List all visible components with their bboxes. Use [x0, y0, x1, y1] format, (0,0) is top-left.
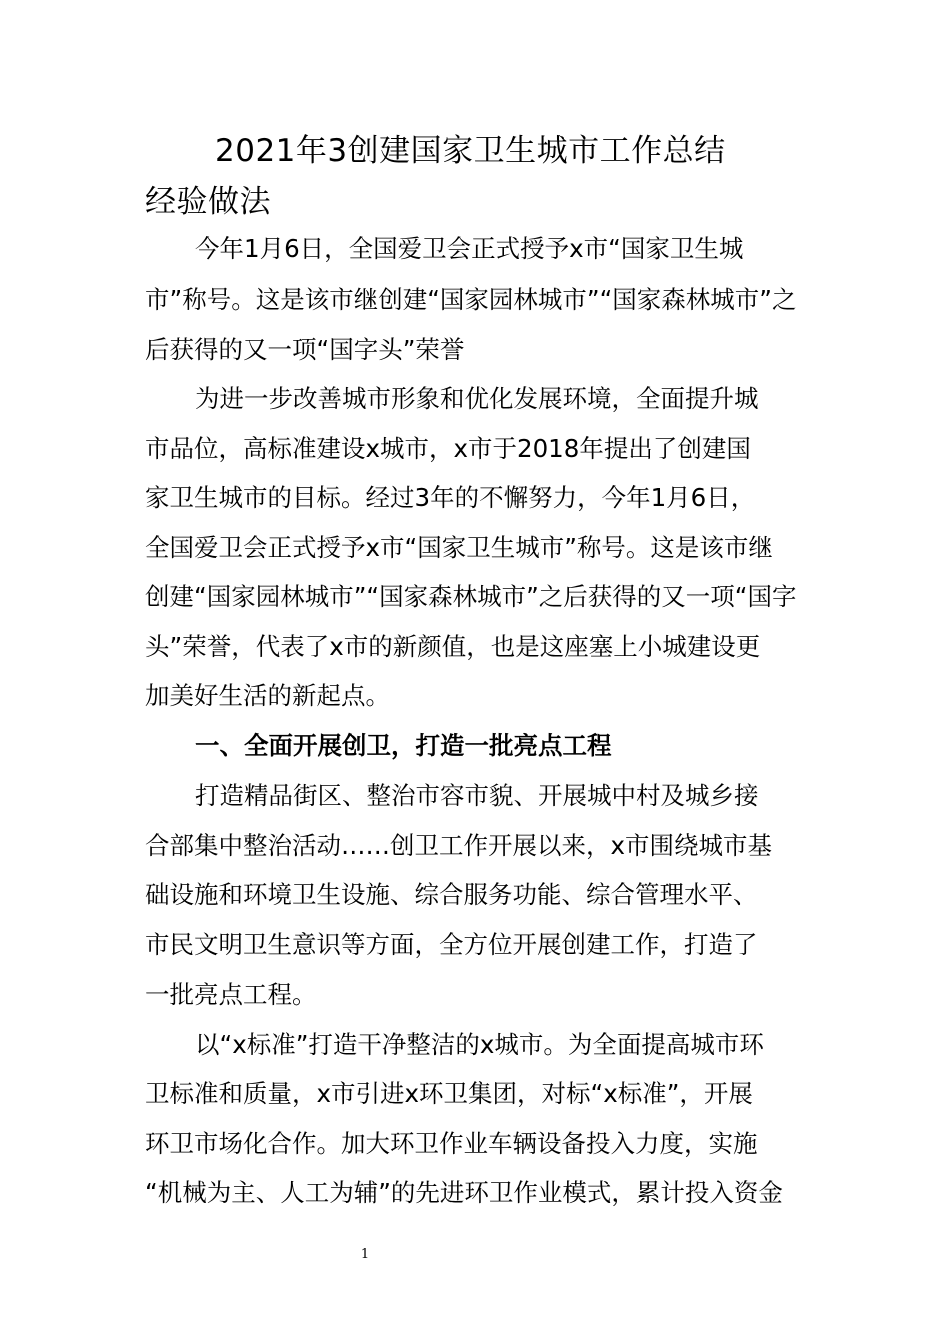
- document-title-line-2: 经验做法: [145, 184, 271, 220]
- paragraph-line: 头”荣誉，代表了x市的新颜值，也是这座塞上小城建设更: [145, 632, 761, 661]
- paragraph-line: 环卫市场化合作。加大环卫作业车辆设备投入力度，实施: [145, 1129, 758, 1158]
- paragraph-line: 以“x标准”打造干净整洁的x城市。为全面提高城市环: [195, 1030, 764, 1059]
- paragraph-line: “机械为主、人工为辅”的先进环卫作业模式，累计投入资金: [145, 1178, 783, 1207]
- paragraph-line: 卫标准和质量，x市引进x环卫集团，对标“x标准”，开展: [145, 1079, 753, 1108]
- paragraph-line: 创建“国家园林城市”“国家森林城市”之后获得的又一项“国字: [145, 582, 797, 611]
- section-heading: 一、全面开展创卫，打造一批亮点工程: [195, 731, 612, 760]
- paragraph-line: 合部集中整治活动……创卫工作开展以来，x市围绕城市基: [145, 831, 772, 860]
- paragraph-line: 家卫生城市的目标。经过3年的不懈努力，今年1月6日，: [145, 483, 756, 512]
- paragraph-line: 后获得的又一项“国字头”荣誉: [145, 335, 465, 364]
- paragraph-line: 今年1月6日，全国爱卫会正式授予x市“国家卫生城: [195, 234, 744, 263]
- paragraph-line: 市品位，高标准建设x城市，x市于2018年提出了创建国: [145, 434, 751, 463]
- paragraph-line: 加美好生活的新起点。: [145, 681, 390, 710]
- paragraph-line: 打造精品街区、整治市容市貌、开展城中村及城乡接: [195, 781, 759, 810]
- paragraph-line: 为进一步改善城市形象和优化发展环境，全面提升城: [195, 384, 759, 413]
- paragraph-line: 全国爱卫会正式授予x市“国家卫生城市”称号。这是该市继: [145, 533, 773, 562]
- paragraph-line: 础设施和环境卫生设施、综合服务功能、综合管理水平、: [145, 880, 758, 909]
- document-title-line-1: 2021年3创建国家卫生城市工作总结: [215, 133, 726, 169]
- paragraph-line: 一批亮点工程。: [145, 980, 317, 1009]
- page-number: 1: [360, 1247, 370, 1262]
- paragraph-line: 市”称号。这是该市继创建“国家园林城市”“国家森林城市”之: [145, 285, 797, 314]
- paragraph-line: 市民文明卫生意识等方面，全方位开展创建工作，打造了: [145, 930, 758, 959]
